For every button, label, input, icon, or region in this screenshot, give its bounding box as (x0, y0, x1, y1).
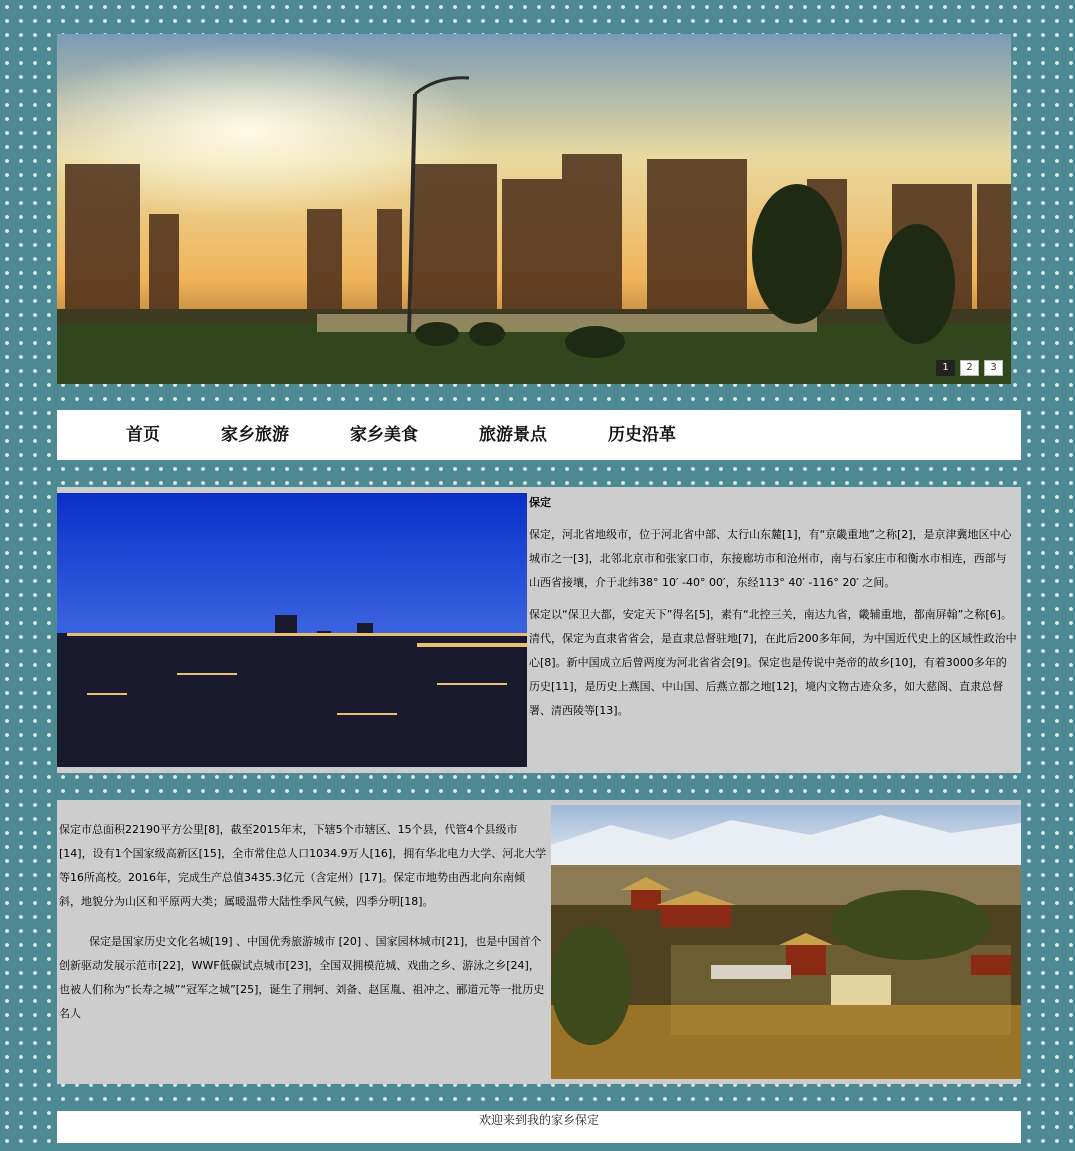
slide-pagination (936, 360, 1003, 376)
intro-text (529, 491, 1017, 731)
footer-text: 欢迎来到我的家乡保定 (478, 1113, 599, 1127)
details-text (59, 818, 547, 1042)
intro-section (57, 487, 1021, 773)
footer (57, 1111, 1021, 1143)
slide-dot-1[interactable]: 1 (936, 360, 955, 376)
main-navbar (57, 410, 1021, 460)
western-qing-tombs-photo (551, 805, 1021, 1079)
nav-item-history[interactable]: 历史沿革 (608, 425, 676, 445)
nav-list (57, 410, 1021, 460)
nav-item-scenic-spots[interactable]: 旅游景点 (479, 425, 547, 445)
city-title: 保定 (529, 496, 551, 509)
banner-slideshow[interactable] (57, 34, 1011, 384)
intro-paragraph-2: 保定以“保卫大都，安定天下”得名[5]，素有“北控三关，南达九省，畿辅重地，都南屏翰”之称[6]。清代，保定为直隶省省会，是直隶总督驻地[7]，在此后200多年间，为中国近代史上的区域性政治中心[8]。新中国成立后曾两度为河北省省会[9]。保定也是传说中尧帝的故乡[10]，有着3000多年的历史[11]，是历史上燕国、中山国、后燕立都之地[12]，境内文物古迹众多，如大慈阁、直隶总督署、清西陵等[13]。 (529, 608, 1017, 717)
nav-item-hometown-food[interactable]: 家乡美食 (350, 425, 418, 445)
details-section (57, 800, 1021, 1084)
details-paragraph-2: 保定是国家历史文化名城[19] 、中国优秀旅游城市 [20] 、国家园林城市[21]，也是中国首个创新驱动发展示范市[22]，WWF低碳试点城市[23]，全国双拥模范城、戏曲之乡、游泳之乡[24]，也被人们称为“长寿之城”“冠军之城”[25]，诞生了荆轲、刘备、赵匡胤、祖冲之、郦道元等一批历史名人 (59, 935, 545, 1020)
city-night-photo (57, 493, 527, 767)
slide-dot-3[interactable]: 3 (984, 360, 1003, 376)
details-paragraph-1: 保定市总面积22190平方公里[8]，截至2015年末，下辖5个市辖区、15个县，代管4个县级市[14]，设有1个国家级高新区[15]，全市常住总人口1034.9万人[16]，拥有华北电力大学、河北大学等16所高校。2016年，完成生产总值3435.3亿元（含定州）[17]。保定市地势由西北向东南倾斜，地貌分为山区和平原两大类；属暖温带大陆性季风气候，四季分明[18]。 (59, 823, 547, 908)
nav-item-home[interactable]: 首页 (126, 425, 160, 445)
slide-dot-2[interactable]: 2 (960, 360, 979, 376)
nav-item-hometown-travel[interactable]: 家乡旅游 (221, 425, 289, 445)
banner-image (57, 34, 1011, 384)
intro-paragraph-1: 保定，河北省地级市，位于河北省中部、太行山东麓[1]，有“京畿重地”之称[2]，是京津冀地区中心城市之一[3]，北邻北京市和张家口市，东接廊坊市和沧州市，南与石家庄市和衡水市相连，西部与山西省接壤，介于北纬38° 10′ -40° 00′，东经113° 40′ -116° 20′ 之间。 (529, 528, 1012, 589)
